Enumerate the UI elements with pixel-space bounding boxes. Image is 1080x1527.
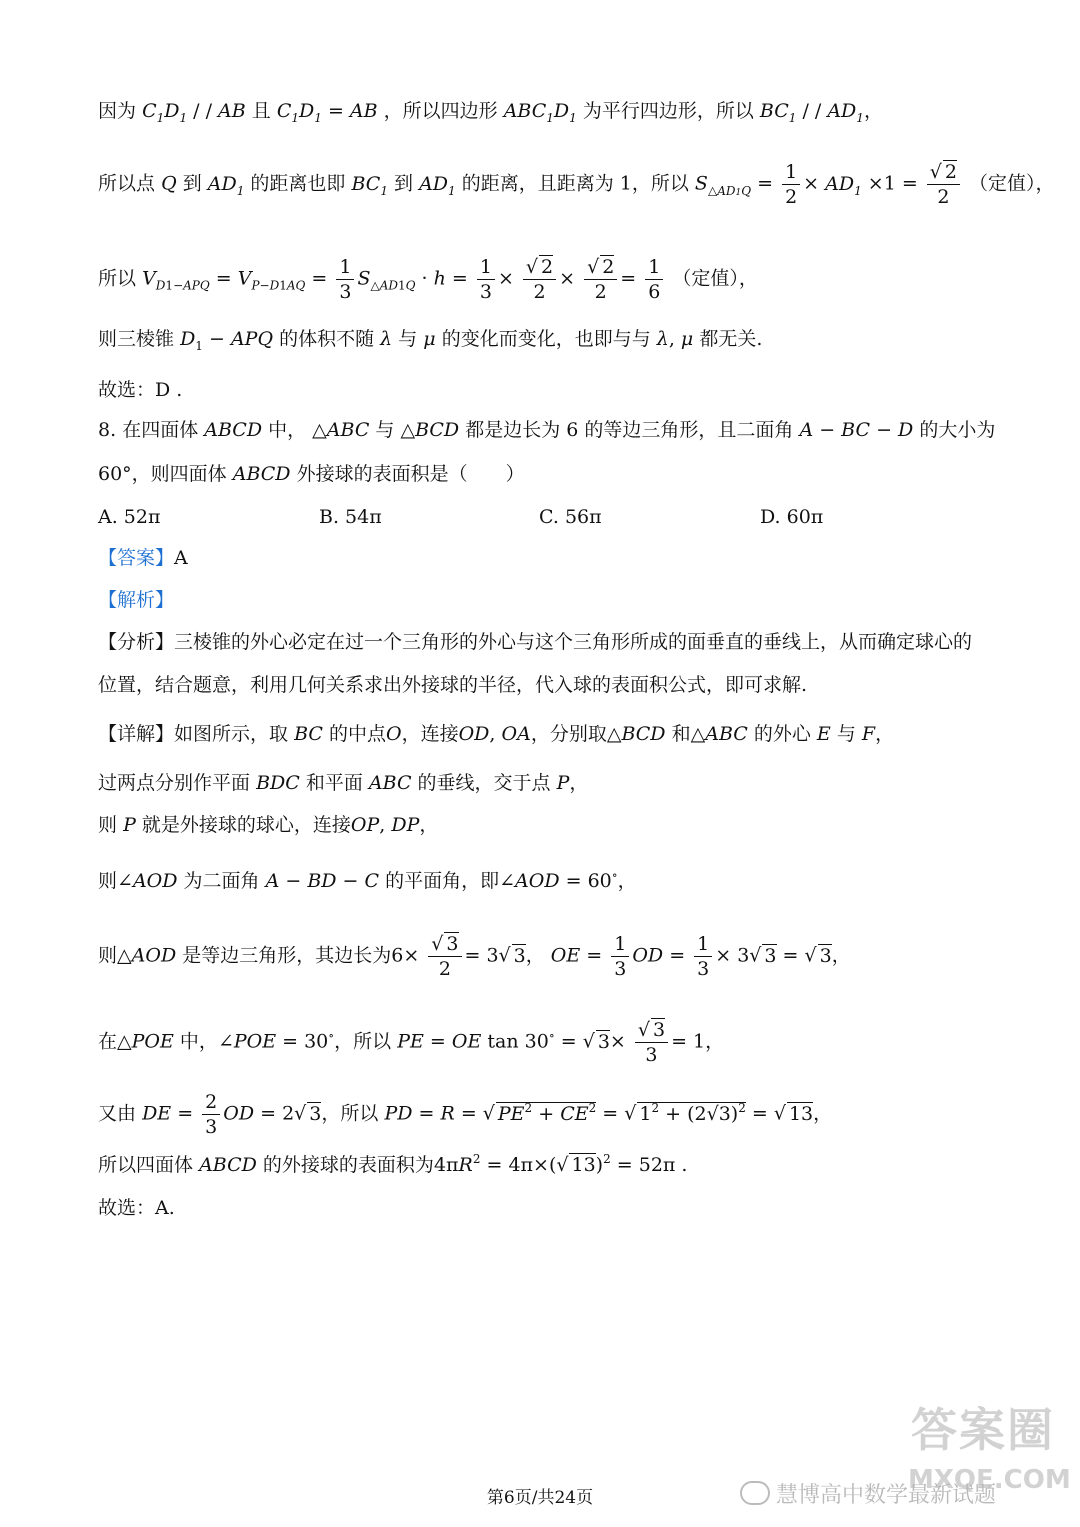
text: 中，: [179, 1030, 218, 1053]
analysis-line-2: [98, 671, 1010, 699]
text: 故选：A.: [98, 1197, 175, 1219]
text: 的中点: [328, 723, 386, 745]
text: 所以四面体: [98, 1154, 194, 1176]
detail-line-1: 【详解】如图所示，取 BC 的中点O，连接OD, OA，分别取△BCD 和△ABC 的外心 E 与 F，: [98, 723, 895, 745]
text: 所以: [98, 267, 137, 290]
text: 所以点: [98, 172, 156, 195]
question-8-line-1: 8. 在四面体 ABCD 中， △ABC 与 △BCD 都是边长为 6 的等边三角形，且二面角 A − BC − D 的大小为: [98, 419, 996, 441]
text-line-4: 则三棱锥 $D_1$ − APQ 的体积不随 λ 与 μ 的变化而变化，也即与与 λ, μ 都无关.: [98, 328, 763, 353]
text: 又由: [98, 1102, 137, 1125]
text: 外接球的表面积是（ ）: [296, 463, 525, 485]
text: ，所以四边形: [383, 100, 498, 122]
text: 则三棱锥: [98, 328, 175, 350]
text: ，分别取: [530, 723, 607, 745]
text: 则: [98, 814, 118, 836]
detail-line-3: 则 P 就是外接球的球心，连接OP, DP，: [98, 814, 439, 836]
text-line-1: 因为 $C_1D_1$ / / AB 且 $C_1D_1$ = AB ，所以四边形 $ABC_1D_1$ 为平行四边形，所以 $BC_1$ / / $AD_1$，: [98, 100, 883, 125]
detail-line-5: 则△AOD 是等边三角形，其边长为6× $\frac{√ 3}{2}$ = 3√ 3， OE = $\frac{1}{3}$ OD = $\frac{1}{3}$ × 3√ 3 = √ 3，: [98, 933, 851, 980]
text: ，: [863, 100, 883, 122]
text: 60°，则四面体: [98, 463, 227, 485]
option-a: A. 52π: [98, 506, 161, 528]
text: 为平行四边形，所以: [582, 100, 754, 122]
text: 的体积不随: [279, 328, 375, 350]
text: 到: [394, 172, 414, 195]
analysis-label: 【分析】: [98, 631, 175, 653]
detail-line-6: 在△POE 中，∠POE = 30∘，所以 PE = OE tan 30∘ = √ 3× $\frac{√ 3}{3}$ = 1，: [98, 1019, 725, 1066]
page-footer: 第6页/共24页: [486, 1488, 594, 1508]
text: 的变化而变化，也即与与: [441, 328, 651, 350]
text: 位置，结合题意，利用几何关系求出外接球的半径，代入球的表面积公式，即可求解.: [98, 674, 808, 696]
text: ，: [617, 870, 637, 892]
text: （定值），: [969, 172, 1055, 195]
text-line-5: [98, 376, 1010, 404]
question-8-line-2: 60°，则四面体 ABCD 外接球的表面积是（ ）: [98, 463, 525, 485]
detail-line-8: 所以四面体 ABCD 的外接球的表面积为$4\pi R^2 = 4\pi\times(√$ 13)$^2$ = 52π .: [98, 1152, 688, 1176]
watermark-logo-url: MXQE.COM: [908, 1465, 1071, 1495]
text: ，: [569, 772, 589, 794]
text: 则: [98, 944, 118, 967]
text: 的垂线，交于点: [417, 772, 551, 794]
text: 到: [182, 172, 202, 195]
answer-value: A: [174, 547, 188, 569]
text: 的距离也即: [250, 172, 346, 195]
text: 且: [251, 100, 271, 122]
text: 和平面: [305, 772, 363, 794]
text: 三棱锥的外心必定在过一个三角形的外心与这个三角形所成的面垂直的垂线上，从而确定球心的: [174, 631, 973, 653]
option-b: B. 54π: [319, 506, 382, 528]
question-number: 8.: [98, 419, 117, 441]
text: 的外接球的表面积为: [262, 1154, 434, 1176]
text: 的大小为: [919, 419, 996, 441]
detail-line-7: 又由 DE = $\frac{2}{3}$ OD = 2√ 3，所以 PD = R = √ $PE^2 + CE^2$ = √ $1^2 + (2√3)^2$ = √ 13，: [98, 1091, 833, 1138]
text: 为二面角: [183, 870, 260, 892]
text: ，: [875, 723, 895, 745]
text: 过两点分别作平面: [98, 772, 251, 794]
text: 因为: [98, 100, 137, 122]
text: 如图所示，取: [174, 723, 289, 745]
text: 的距离，且距离为 1，所以: [461, 172, 689, 195]
text: 就是外接球的球心，连接: [141, 814, 351, 836]
text: 的平面角，即: [385, 870, 500, 892]
text: 在四面体: [122, 419, 199, 441]
text: ，: [831, 944, 851, 967]
analysis-tag-line: [98, 586, 1010, 614]
text: 是等边三角形，其边长为: [182, 944, 392, 967]
text: ，所以: [334, 1030, 392, 1053]
text: 故选：D .: [98, 379, 183, 401]
analysis-line-1: [98, 628, 1010, 656]
text: 与: [375, 419, 395, 441]
text: 都无关.: [699, 328, 763, 350]
text: 在: [98, 1030, 118, 1053]
answer-tag: 【答案】: [98, 547, 175, 569]
text: ，: [813, 1102, 833, 1125]
analysis-tag: 【解析】: [98, 589, 175, 611]
option-d: D. 60π: [760, 506, 824, 528]
text: ，所以: [321, 1102, 379, 1125]
text: 中，: [268, 419, 307, 441]
text: ，连接: [401, 723, 459, 745]
text: ，: [705, 1030, 725, 1053]
text: ，: [419, 814, 439, 836]
answer-line: [98, 544, 1010, 572]
text-line-3: 所以 $V_{D1-APQ} = V_{P-D1AQ}$ = $\frac{1}{3}$ $S_{\triangle AD1Q} \cdot h$ = $\frac{1}{3}$ × $\frac{√ 2}{2}$ × $\frac{√ 2}{2}$ = $\frac{1}{6}$ （定值），: [98, 256, 758, 303]
text: （定值），: [672, 267, 758, 290]
text: 则: [98, 870, 118, 892]
detail-line-4: 则∠AOD 为二面角 A − BD − C 的平面角，即∠AOD = 60∘，: [98, 868, 637, 892]
detail-line-2: 过两点分别作平面 BDC 和平面 ABC 的垂线，交于点 P，: [98, 772, 589, 794]
text: 与: [398, 328, 418, 350]
text-line-2: 所以点 Q 到 $AD_1$ 的距离也即 $BC_1$ 到 $AD_1$ 的距离，且距离为 1，所以 $S_{\triangle AD1Q}$ = $\frac{1}{2}$ × $AD_1 \times 1$ = $\frac{√ 2}{2}$ （定值），: [98, 161, 1055, 208]
text: 和: [671, 723, 691, 745]
text: 的外心: [753, 723, 811, 745]
watermark-logo-text: 答案圈: [911, 1403, 1055, 1457]
text: 都是边长为 6 的等边三角形，且二面角: [465, 419, 794, 441]
detail-line-9: [98, 1194, 1010, 1222]
text: 与: [836, 723, 856, 745]
option-c: C. 56π: [539, 506, 602, 528]
watermark-text: 慧博高中数学最新试题: [776, 1483, 997, 1508]
detail-label: 【详解】: [98, 723, 175, 745]
